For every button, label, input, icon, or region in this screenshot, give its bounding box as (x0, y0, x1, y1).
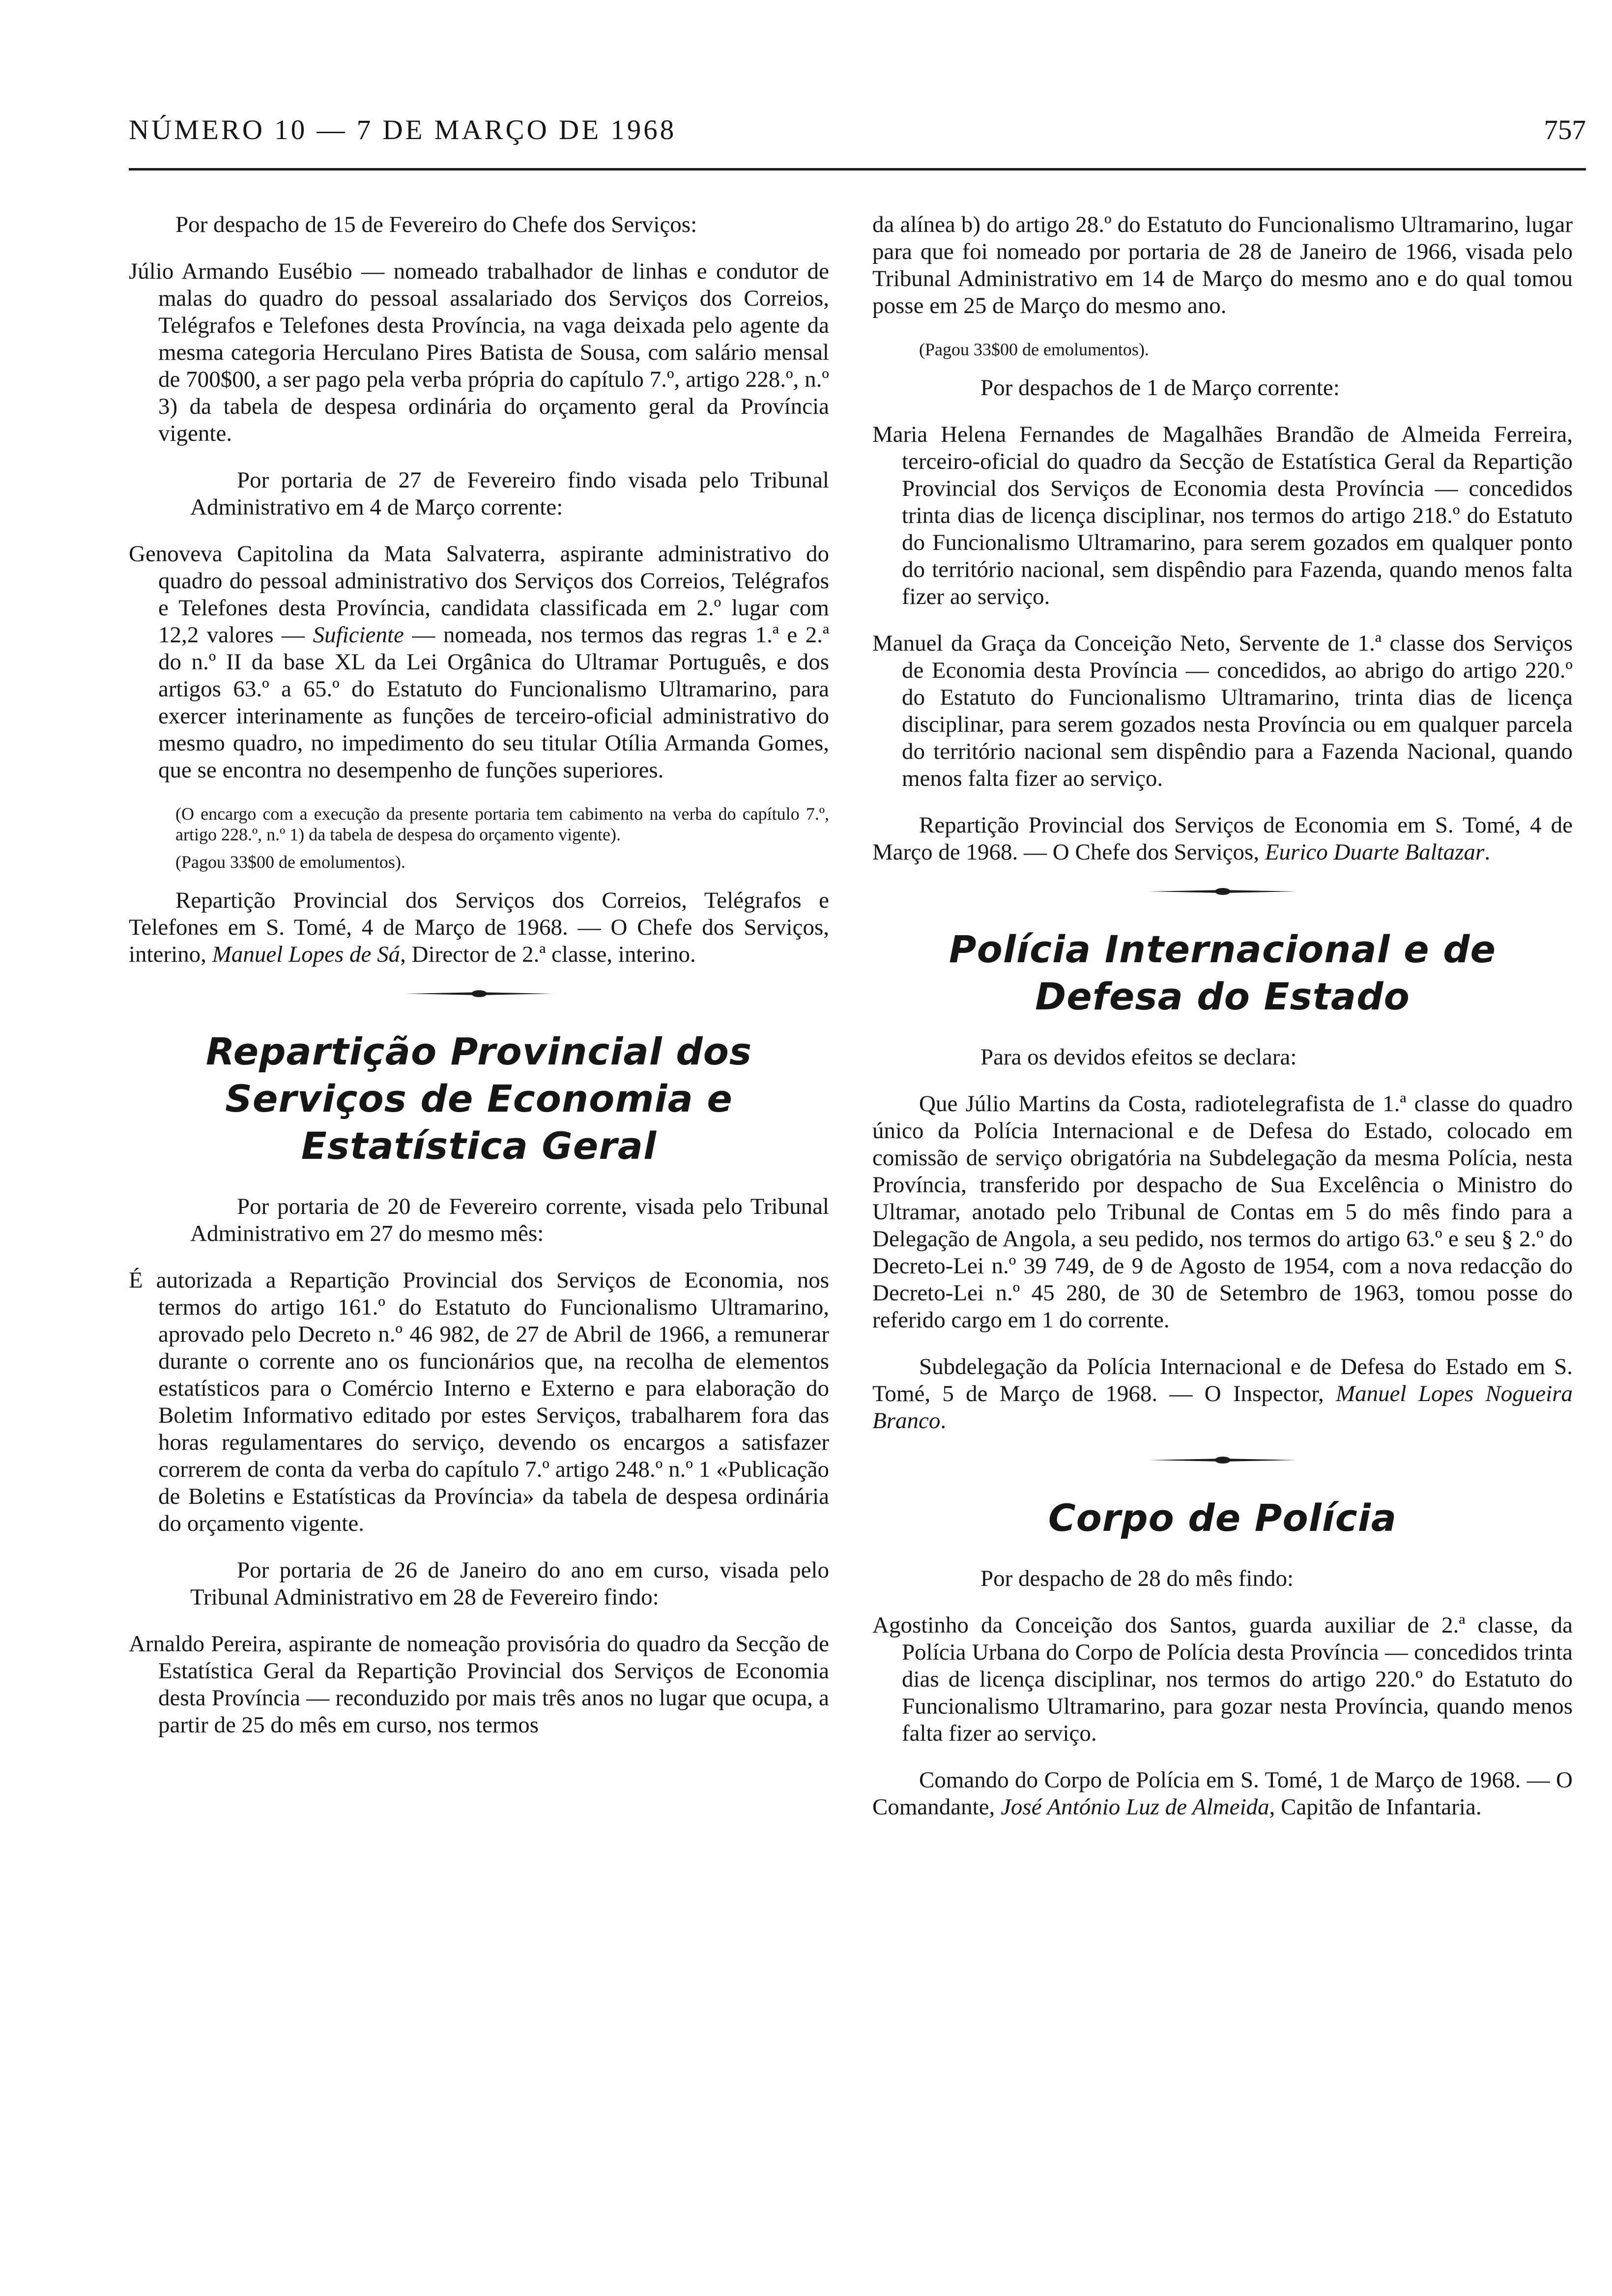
running-head: NÚMERO 10 — 7 DE MARÇO DE 1968 (129, 115, 677, 145)
genoveva-entry (129, 541, 829, 784)
section-heading-pide: Polícia Internacional e de Defesa do Estado (949, 927, 1497, 1018)
section-separator (1149, 1454, 1296, 1466)
despacho-lead-2: Por despacho de 28 do mês findo: (980, 1566, 1294, 1591)
grade-suficiente: Suficiente (313, 622, 404, 648)
portaria-lead-2: Por portaria de 20 de Fevereiro corrente, visada pelo Tribunal Administrativo em 27 do mesmo mês: (190, 1194, 829, 1246)
page-number: 757 (1544, 115, 1586, 145)
signatory-title: , Capitão de Infantaria. (1269, 1794, 1482, 1820)
signatory-title: . (1484, 839, 1491, 865)
julio-martins-body: Que Júlio Martins da Costa, radiotelegrafista de 1.ª classe do quadro único da Polícia Internacional e de Defesa do Estado, colocado em comissão de serviço obrigatória na Subdelegação da mesma Polícia, nesta Província, transferido por despacho de Sua Excelência o Ministro do Ultramar, anotado pelo Tribunal de Contas em 5 do mês findo para a Delegação de Angola, a seu pedido, nos termos do artigo 63.º e seu § 2.º do Decreto-Lei n.º 39 749, de 9 de Agosto de 1954, com a nova redacção do Decreto-Lei n.º 45 280, de 30 de Setembro de 1963, tomou posse do referido cargo em 1 do corrente. (872, 1091, 1573, 1333)
signatory-name: Eurico Duarte Baltazar (1265, 839, 1485, 865)
section-separator (1149, 886, 1296, 897)
signature-place: Subdelegação da Polícia Internacional e de Defesa do Estado em S. Tomé, 5 de Março de 1968. — O Inspector, (872, 1354, 1573, 1406)
pide-signature (872, 1353, 1573, 1435)
signature-place: Repartição Provincial dos Serviços de Economia em S. Tomé, 4 de Março de 1968. — O Chefe dos Serviços, (872, 812, 1573, 865)
genoveva-text-a: Genoveva Capitolina da Mata Salvaterra, aspirante administrativo do quadro do pessoal administrativo dos Serviços dos Correios, Telégrafos e Telefones desta Província, candidata classificada em 2.º lugar com 12,2 valores — (129, 541, 829, 648)
section-heading-economia: Repartição Provincial dos Serviços de Economia e Estatística Geral (205, 1030, 752, 1168)
manuel-graca-entry: Manuel da Graça da Conceição Neto, Servente de 1.ª classe dos Serviços de Economia desta Província — concedidos, ao abrigo do artigo 220.º do Estatuto do Funcionalismo Ultramarino, trinta dias de licença disciplinar, para serem gozados nesta Província ou em qualquer parcela do território nacional sem dispêndio para a Fazenda Nacional, quando menos falta fizer ao serviço. (872, 631, 1573, 791)
julio-entry: Júlio Armando Eusébio — nomeado trabalhador de linhas e condutor de malas do quadro do pessoal assalariado dos Serviços dos Correios, Telégrafos e Telefones desta Província, na vaga deixada pelo agente da mesma categoria Herculano Pires Batista de Sousa, com salário mensal de 700$00, a ser pago pela verba própria do capítulo 7.º, artigo 228.º, n.º 3) da tabela de despesa ordinária do orçamento geral da Província vigente. (129, 258, 829, 446)
left-column (129, 211, 829, 1758)
declara-lead: Para os devidos efeitos se declara: (980, 1044, 1297, 1070)
signatory-name: Manuel Lopes de Sá (212, 942, 401, 967)
portaria-lead-3: Por portaria de 26 de Janeiro do ano em curso, visada pelo Tribunal Administrativo em 28 de Fevereiro findo: (190, 1557, 829, 1610)
despacho-lead: Por despacho de 15 de Fevereiro do Chefe dos Serviços: (175, 212, 697, 237)
maria-helena-entry: Maria Helena Fernandes de Magalhães Brandão de Almeida Ferreira, terceiro-oficial do quadro da Secção de Estatística Geral da Repartição Provincial dos Serviços de Economia desta Província — concedidos trinta dias de licença disciplinar, nos termos do artigo 218.º do Estatuto do Funcionalismo Ultramarino, para serem gozados em qualquer ponto do território nacional, sem dispêndio para Fazenda, quando menos falta fizer ao serviço. (872, 422, 1573, 609)
policia-signature (872, 1767, 1573, 1821)
header-rule (129, 168, 1586, 171)
right-column (872, 211, 1573, 1840)
signatory-name: Manuel Lopes Nogueira Branco (872, 1381, 1573, 1434)
section-heading-policia: Corpo de Polícia (1048, 1496, 1397, 1540)
budget-note: (O encargo com a execução da presente portaria tem cabimento na verba do capítulo 7.º, artigo 228.º, n.º 1) da tabela de despesa do orçamento vigente). (175, 804, 829, 844)
economia-signature (872, 812, 1573, 866)
correios-signature (129, 887, 829, 968)
signatory-title: , Director de 2.ª classe, interino. (400, 942, 696, 967)
signature-place: Repartição Provincial dos Serviços dos Correios, Telégrafos e Telefones em S. Tomé, 4 de Março de 1968. — O Chefe dos Serviços, interino, (129, 888, 829, 967)
signature-place: Comando do Corpo de Polícia em S. Tomé, 1 de Março de 1968. — O Comandante, (872, 1767, 1573, 1820)
page-header (129, 114, 1586, 153)
arnaldo-entry: Arnaldo Pereira, aspirante de nomeação provisória do quadro da Secção de Estatística Geral da Repartição Provincial dos Serviços de Economia desta Província — reconduzido por mais três anos no lugar que ocupa, a partir de 25 do mês em curso, nos termos (129, 1631, 829, 1738)
autorizacao-entry: É autorizada a Repartição Provincial dos Serviços de Economia, nos termos do artigo 161.º do Estatuto do Funcionalismo Ultramarino, aprovado pelo Decreto n.º 46 982, de 27 de Abril de 1966, a remunerar durante o corrente ano os funcionários que, na recolha de elementos estatísticos para o Comércio Interno e Externo e para elaboração do Boletim Informativo editado por estes Serviços, trabalharem fora das horas regulamentares do serviço, devendo os encargos a satisfazer correrem de conta da verba do capítulo 7.º artigo 248.º n.º 1 «Publicação de Boletins e Estatísticas da Província» da tabela de despesa ordinária do orçamento vigente. (129, 1267, 829, 1536)
despachos-lead: Por despachos de 1 de Março corrente: (980, 375, 1340, 401)
agostinho-entry: Agostinho da Conceição dos Santos, guarda auxiliar de 2.ª classe, da Polícia Urbana do Corpo de Polícia desta Província — concedidos trinta dias de licença disciplinar, nos termos do artigo 220.º do Estatuto do Funcionalismo Ultramarino, para gozar nesta Província, quando menos falta fizer ao serviço. (872, 1612, 1573, 1746)
fee-note-2: (Pagou 33$00 de emolumentos). (919, 340, 1149, 359)
fee-note: (Pagou 33$00 de emolumentos). (175, 852, 405, 872)
arnaldo-continuation: da alínea b) do artigo 28.º do Estatuto do Funcionalismo Ultramarino, lugar para que foi nomeado por portaria de 28 de Janeiro de 1966, visada pelo Tribunal Administrativo em 14 de Março do mesmo ano e do qual tomou posse em 25 de Março do mesmo ano. (872, 212, 1573, 318)
signatory-name: José António Luz de Almeida (1001, 1794, 1269, 1820)
signatory-title: . (940, 1408, 947, 1434)
portaria-lead: Por portaria de 27 de Fevereiro findo visada pelo Tribunal Administrativo em 4 de Março corrente: (190, 467, 829, 520)
section-separator (405, 988, 553, 1000)
genoveva-text-b: — nomeada, nos termos das regras 1.ª e 2.ª do n.º II da base XL da Lei Orgânica do Ultramar Português, e dos artigos 63.º a 65.º do Estatuto do Funcionalismo Ultramarino, para exercer interinamente as funções de terceiro-oficial administrativo do mesmo quadro, no impedimento do seu titular Otília Armanda Gomes, que se encontra no desempenho de funções superiores. (158, 622, 829, 783)
